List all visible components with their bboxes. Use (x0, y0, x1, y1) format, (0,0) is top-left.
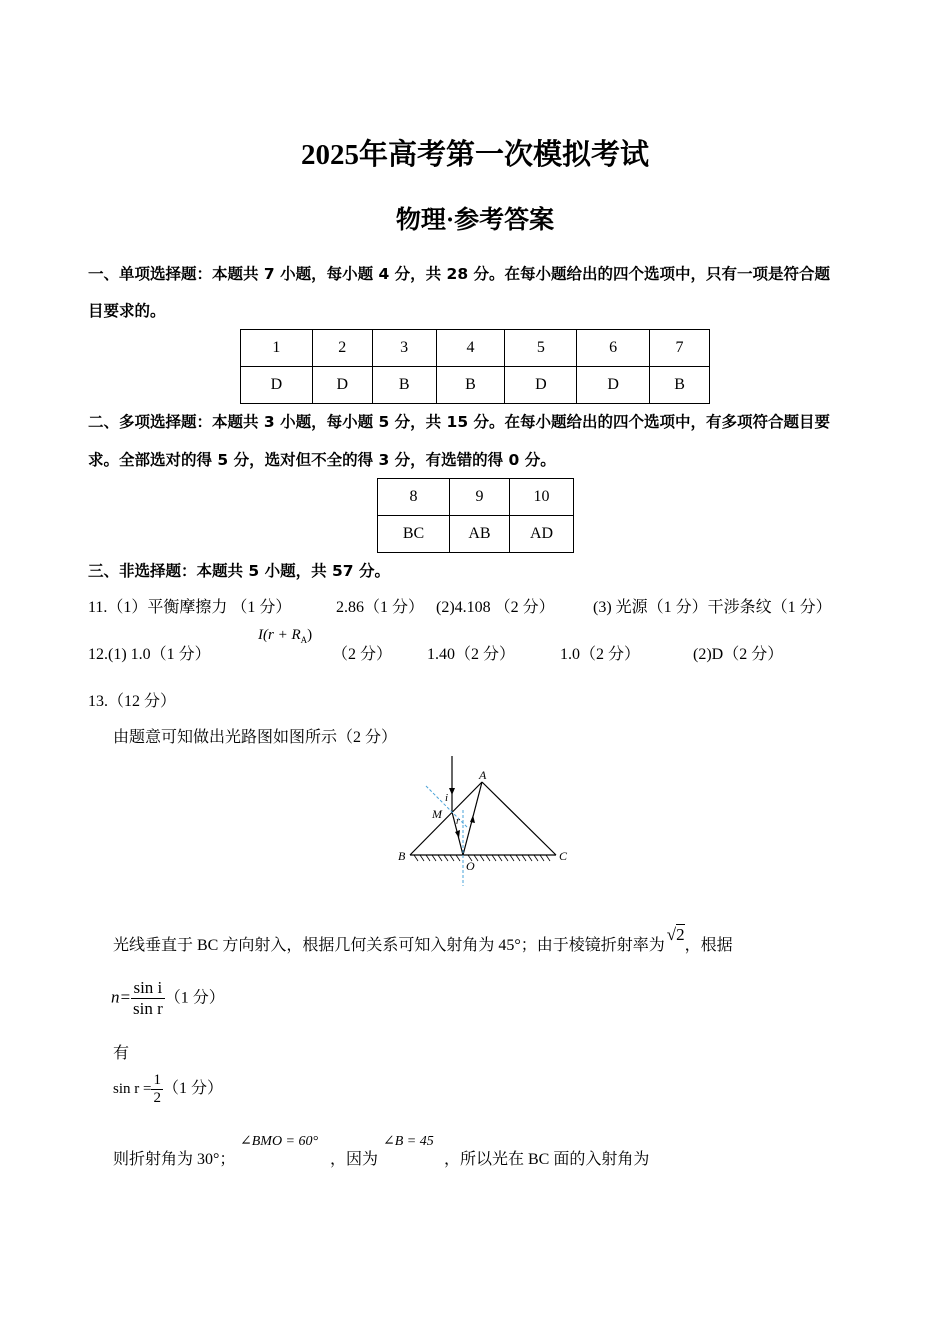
eq1-lhs: n= (111, 987, 131, 1007)
eq2-score: （1 分） (162, 1079, 223, 1097)
q12-formula-main: I(r + R (258, 627, 301, 643)
q13-para2-a: 则折射角为 30°； (113, 1151, 236, 1168)
eq1-fraction (131, 978, 165, 1019)
table-row (378, 516, 574, 553)
q12-formula (258, 627, 312, 645)
refracted-arrow (455, 830, 460, 838)
q13-paragraph1 (113, 925, 733, 955)
label-i: i (445, 792, 449, 804)
page-title: 2025年高考第一次模拟考试 (300, 139, 649, 171)
eq1-numerator: sin i (131, 978, 165, 999)
section3-heading: 三、非选择题：本题共 5 小题，共 57 分。 (88, 562, 390, 580)
label-r: r (456, 816, 460, 827)
answer-cell: B (650, 367, 710, 404)
side-ac (482, 782, 556, 855)
sqrt2-radicand: 2 (676, 925, 685, 944)
table-row (241, 367, 710, 404)
q12-part2: （2 分） (332, 646, 393, 663)
sqrt2-symbol: √2 (666, 925, 685, 944)
reflected-arrow (470, 815, 475, 823)
prism-light-path-figure (390, 752, 580, 892)
question-number: 3 (372, 330, 436, 367)
incident-arrow (449, 788, 455, 795)
answer-cell: AB (450, 516, 510, 553)
label-c: C (559, 849, 568, 863)
angle-bmo: ∠BMO = 60° (240, 1134, 319, 1149)
question-number: 2 (312, 330, 372, 367)
eq2-numerator: 1 (153, 1072, 161, 1088)
eq1-score: （1 分） (164, 989, 225, 1007)
eq1-denominator: sin r (132, 999, 163, 1018)
question-number: 5 (505, 330, 577, 367)
q13-para2-b: ，因为 (330, 1151, 379, 1168)
answer-cell: B (372, 367, 436, 404)
equation-refractive-index (111, 978, 225, 1019)
label-b: B (398, 849, 406, 863)
angle-b: ∠B = 45 (383, 1134, 434, 1149)
label-a: A (479, 768, 487, 782)
answer-cell: D (577, 367, 650, 404)
q12-formula-sub: A (300, 635, 308, 645)
section2-heading-line1: 二、多项选择题：本题共 3 小题，每小题 5 分，共 15 分。在每小题给出的四个选项中，有多项符合题目要 (88, 413, 831, 431)
answer-cell: D (312, 367, 372, 404)
table-row (241, 330, 710, 367)
eq2-denominator: 2 (153, 1090, 161, 1106)
q11-part2: 2.86（1 分） (336, 599, 425, 616)
answer-cell: AD (510, 516, 574, 553)
table-row (378, 479, 574, 516)
eq2-fraction (151, 1072, 163, 1107)
page-subtitle: 物理·参考答案 (395, 207, 555, 234)
q12-part5: (2)D（2 分） (693, 646, 784, 663)
question-number: 9 (450, 479, 510, 516)
q13-heading: 13.（12 分） (88, 693, 177, 710)
q12-part1: 12.(1) 1.0（1 分） (88, 646, 211, 663)
question-number: 8 (378, 479, 450, 516)
label-o: O (466, 859, 475, 873)
q11-part4: (3) 光源（1 分）干涉条纹（1 分） (593, 599, 832, 616)
section1-heading-line2: 目要求的。 (88, 302, 166, 320)
answer-cell: D (241, 367, 313, 404)
eq2-lhs: sin r = (113, 1080, 152, 1097)
hatch-marks (414, 855, 550, 861)
answer-cell: BC (378, 516, 450, 553)
question-number: 10 (510, 479, 574, 516)
multi-choice-answer-table (377, 478, 574, 553)
q11-part1: 11.（1）平衡摩擦力 （1 分） (88, 599, 292, 616)
question-number: 6 (577, 330, 650, 367)
answer-cell: D (505, 367, 577, 404)
q13-paragraph1-end: ，根据 (684, 937, 733, 954)
section2-heading-line2: 求。全部选对的得 5 分，选对但不全的得 3 分，有选错的得 0 分。 (88, 451, 556, 469)
question-number: 1 (241, 330, 313, 367)
q13-intro: 由题意可知做出光路图如图所示（2 分） (113, 729, 398, 746)
label-m: M (432, 807, 442, 821)
section1-heading-line1: 一、单项选择题：本题共 7 小题，每小题 4 分，共 28 分。在每小题给出的四个选项中，只有一项是符合题 (88, 265, 831, 283)
q13-you: 有 (113, 1045, 130, 1062)
q13-paragraph1-text: 光线垂直于 BC 方向射入，根据几何关系可知入射角为 45°；由于棱镜折射率为 (113, 937, 665, 954)
answer-cell: B (436, 367, 505, 404)
question-number: 7 (650, 330, 710, 367)
q12-part3: 1.40（2 分） (427, 646, 516, 663)
question-number: 4 (436, 330, 505, 367)
q13-para2-c: ，所以光在 BC 面的入射角为 (444, 1151, 650, 1168)
q12-formula-close: ) (307, 627, 313, 643)
q11-part3: (2)4.108 （2 分） (436, 599, 555, 616)
q12-part4: 1.0（2 分） (560, 646, 641, 663)
equation-sin-r (113, 1072, 223, 1107)
single-choice-answer-table (240, 329, 710, 404)
